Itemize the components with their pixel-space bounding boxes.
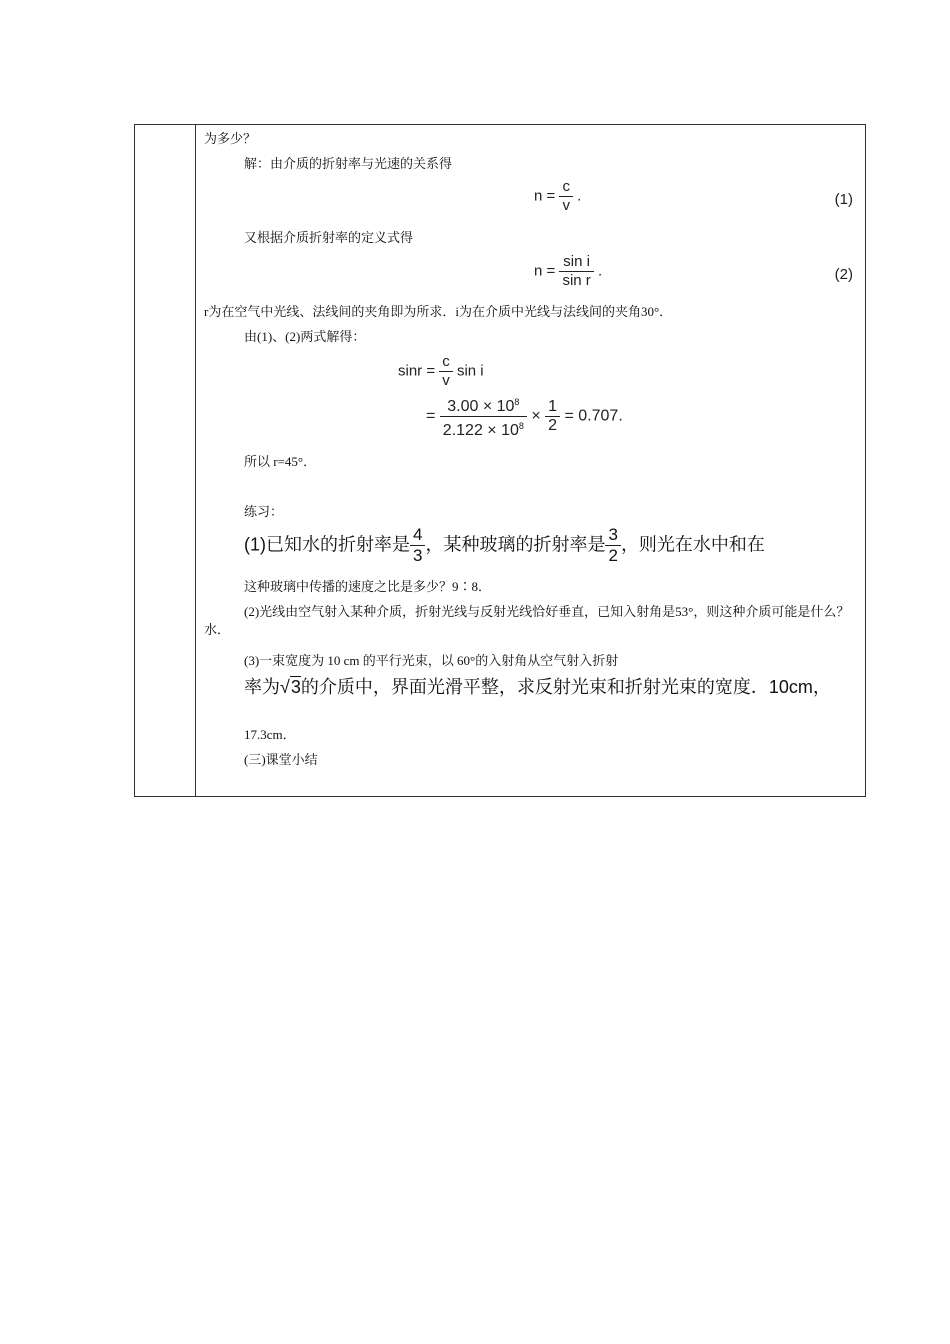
exercise-3-line-1: (3)一束宽度为 10 cm 的平行光束，以 60°的入射角从空气射入折射 <box>244 653 619 668</box>
eq3-fraction-1 <box>439 353 453 390</box>
equation-3-line-1 <box>398 353 484 390</box>
eq3-numerator-3: 1 <box>545 398 560 417</box>
section-heading: (三)课堂小结 <box>244 752 318 767</box>
exercise-1-fraction-2: $\frac{3}{2}$ <box>605 525 620 566</box>
eq3-numerator-1: c <box>439 353 453 372</box>
eq3-result: = 0.707. <box>564 407 623 425</box>
exercise-1-suffix: ，则光在水中和在 <box>620 534 765 555</box>
eq3-fraction-3 <box>545 398 560 435</box>
eq3-times: × <box>531 407 541 425</box>
eq1-number: (1) <box>834 191 853 208</box>
exercise-3-suffix: 的介质中，界面光滑平整，求反射光束和折射光束的宽度．10cm， <box>300 677 831 697</box>
exercise-3-line-2 <box>244 678 831 696</box>
eq2-fraction <box>559 253 593 290</box>
eq2-number: (2) <box>834 266 853 283</box>
eq2-numerator: sin i <box>559 253 593 272</box>
eq3-tail-1: sin i <box>456 362 484 380</box>
exercise-heading: 练习： <box>244 504 284 519</box>
text-line: 为多少？ <box>204 131 257 146</box>
eq3-denominator-3: 2 <box>548 417 558 434</box>
eq1-denominator: v <box>562 197 570 214</box>
exercise-3-prefix: 率为 <box>244 677 280 697</box>
eq2-tail: . <box>597 262 603 280</box>
sqrt-symbol: √3 <box>280 677 301 697</box>
exercise-1-prefix: (1)已知水的折射率是 <box>244 534 410 555</box>
eq3-denominator-2: $2.122 \times 10^8$ <box>442 421 524 439</box>
text-line: 由(1)、(2)两式解得： <box>244 329 366 344</box>
text-line: 这种玻璃中传播的速度之比是多少？9∶8． <box>244 579 492 594</box>
exercise-1-fraction-1: $\frac{4}{3}$ <box>410 525 425 566</box>
content-cell <box>204 125 857 796</box>
eq3-lhs: sinr = <box>398 362 436 380</box>
text-line: r为在空气中光线、法线间的夹角即为所求．i为在介质中光线与法线间的夹角30°． <box>204 304 673 319</box>
eq2-lhs: n = <box>534 262 556 280</box>
equation-1 <box>534 178 581 215</box>
eq3-fraction-2 <box>440 393 527 440</box>
eq1-tail: . <box>577 187 582 205</box>
exercise-1-middle: ，某种玻璃的折射率是 <box>425 534 606 555</box>
exercise-2: (2)光线由空气射入某种介质，折射光线与反射光线恰好垂直，已知入射角是53°，则这种介质可能是什么？水． <box>204 604 850 637</box>
text-line: 17.3cm． <box>244 727 296 742</box>
eq1-fraction <box>559 178 573 215</box>
equation-2 <box>534 253 602 290</box>
eq1-numerator: c <box>559 178 573 197</box>
solution-intro: 解：由介质的折射率与光速的关系得 <box>244 156 453 171</box>
eq2-denominator: sin r <box>562 272 591 289</box>
column-divider <box>195 125 196 796</box>
equation-3-line-2 <box>426 393 623 440</box>
exercise-1-line <box>244 525 765 566</box>
eq3-numerator-2: $3.00 \times 10^8$ <box>440 393 527 417</box>
eq3-denominator-1: v <box>442 372 450 389</box>
lesson-table <box>134 124 866 797</box>
eq3-equals: = <box>426 407 436 425</box>
text-line: 又根据介质折射率的定义式得 <box>244 230 414 245</box>
eq1-lhs: n = <box>534 187 556 205</box>
text-line: 所以 r=45°． <box>244 454 317 469</box>
